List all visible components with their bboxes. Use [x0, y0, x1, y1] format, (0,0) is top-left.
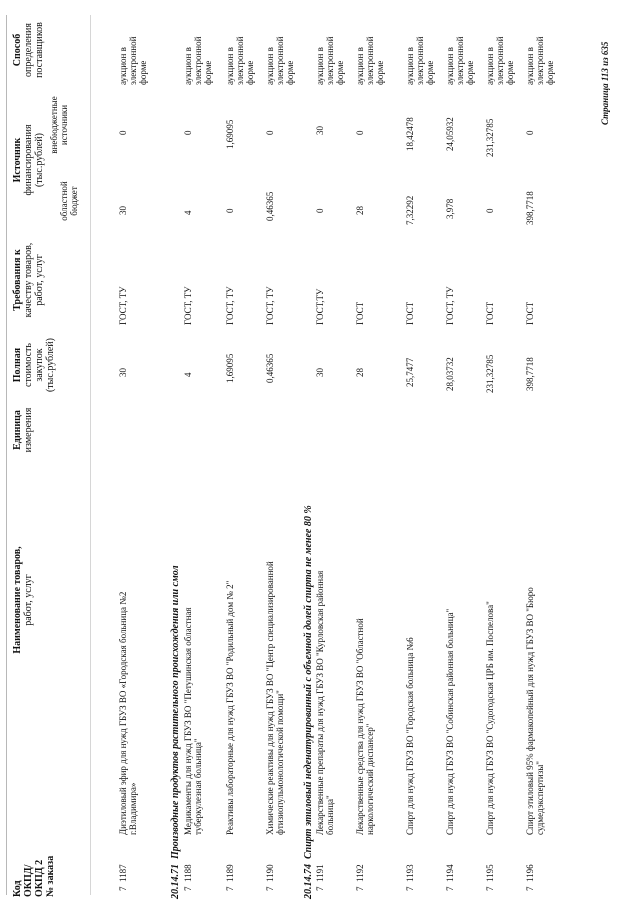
header-req-line: Требования к: [12, 249, 23, 311]
row-name: Спирт для нужд ГБУЗ ВО "Собинская районная больница": [445, 608, 455, 835]
row-id: 1195: [485, 864, 495, 882]
row-regional: 0: [315, 208, 325, 213]
row-extra: 18,42478: [405, 117, 415, 151]
header-fin-regional: [60, 161, 80, 241]
row-id: 1193: [405, 864, 415, 882]
row-extra: 0: [118, 130, 128, 135]
row-method-line: форме: [505, 60, 516, 85]
scan-artifact: [90, 15, 91, 895]
header-code-line: ОКПД 2: [34, 859, 45, 897]
row-extra: 30: [315, 126, 325, 135]
row-num: 7: [265, 886, 275, 891]
header-name: [12, 475, 34, 725]
row-method-line: электронной: [535, 36, 546, 85]
row-num: 7: [315, 886, 325, 891]
header-cost-line: стоимость: [23, 343, 34, 387]
header-fin-sub-line: внебюджетные: [49, 96, 59, 154]
header-method-line: поставщиков: [34, 22, 45, 78]
section-title: Производные продуктов растительного происхождения или смол: [170, 565, 181, 859]
row-method: [485, 37, 515, 85]
row-method-line: электронной: [275, 36, 286, 85]
row-method-line: электронной: [495, 36, 506, 85]
row-method-line: электронной: [325, 36, 336, 85]
header-fin-sub-line: областной: [59, 181, 69, 221]
row-method-line: электронной: [235, 36, 246, 85]
row-id: 1192: [355, 864, 365, 882]
row-code: [315, 864, 325, 891]
section-code: 20.14.74: [303, 864, 314, 899]
row-extra: 24,05932: [445, 117, 455, 151]
row-code: [485, 864, 495, 891]
section-title: Спирт этиловый неденатурированный с объемной долей спирта не менее 80 %: [303, 505, 314, 859]
row-method-line: форме: [335, 60, 346, 85]
row-method: [183, 37, 213, 85]
header-unit-line: Единица: [12, 410, 23, 450]
row-method-line: форме: [203, 60, 214, 85]
row-extra: 0: [265, 130, 275, 135]
row-method-line: форме: [245, 60, 256, 85]
row-code: [445, 864, 455, 891]
row-method-line: аукцион в: [265, 47, 275, 85]
page-number: Страница 113 из 635: [600, 41, 610, 125]
header-code-line: ОКПД/: [23, 864, 34, 897]
header-fin-line: Источник: [12, 137, 23, 183]
row-regional: 0,46365: [265, 191, 275, 221]
header-cost-line: закупок: [34, 348, 45, 382]
section-heading: [303, 505, 314, 899]
row-extra: 0: [183, 130, 193, 135]
row-method-line: форме: [465, 60, 476, 85]
header-method-line: определения: [23, 23, 34, 77]
row-req: ГОСТ, ТУ: [445, 286, 455, 325]
row-num: 7: [118, 886, 128, 891]
row-num: 7: [525, 886, 535, 891]
row-method-line: электронной: [128, 36, 139, 85]
header-req: [12, 230, 45, 330]
row-method-line: аукцион в: [225, 47, 235, 85]
row-method: [265, 37, 295, 85]
header-method-line: Способ: [12, 33, 23, 67]
row-req: ГОСТ, ТУ: [183, 286, 193, 325]
row-req: ГОСТ, ТУ: [118, 286, 128, 325]
header-method: [12, 5, 45, 95]
row-method-line: форме: [138, 60, 149, 85]
row-method-line: аукцион в: [355, 47, 365, 85]
row-method-line: аукцион в: [485, 47, 495, 85]
row-num: 7: [183, 886, 193, 891]
scan-artifact: [6, 15, 7, 895]
row-req: ГОСТ, ТУ: [225, 286, 235, 325]
row-req: ГОСТ,ТУ: [315, 288, 325, 325]
row-num: 7: [405, 886, 415, 891]
header-fin-extra: [50, 85, 70, 165]
header-cost-line: Полная: [12, 347, 23, 383]
row-method-line: форме: [425, 60, 436, 85]
row-method-line: форме: [545, 60, 556, 85]
row-method-line: электронной: [365, 36, 376, 85]
row-num: 7: [445, 886, 455, 891]
row-id: 1194: [445, 864, 455, 882]
row-method-line: электронной: [415, 36, 426, 85]
row-method: [118, 37, 148, 85]
header-cost: [12, 330, 56, 400]
row-req: ГОСТ: [485, 301, 495, 325]
row-method-line: электронной: [455, 36, 466, 85]
row-method: [405, 37, 435, 85]
row-cost: 25,7477: [405, 357, 415, 387]
row-id: 1196: [525, 864, 535, 882]
row-extra: 1,69095: [225, 119, 235, 149]
row-code: [265, 864, 275, 891]
row-method-line: аукцион в: [405, 47, 415, 85]
header-unit: [12, 395, 34, 465]
row-extra: 0: [525, 130, 535, 135]
row-method-line: электронной: [193, 36, 204, 85]
row-name: Химические реактивы для нужд ГБУЗ ВО "Центр специализированной фтизиопульмонологической помощи": [265, 561, 286, 835]
header-fin: [12, 95, 45, 225]
row-req: ГОСТ: [525, 301, 535, 325]
row-name: Спирт этиловый 95% фармакопейный для нужд ГБУЗ ВО "Бюро судмедэкспертизы": [525, 587, 546, 835]
row-extra: 0: [355, 130, 365, 135]
row-id: 1187: [118, 864, 128, 882]
row-method: [355, 37, 385, 85]
row-id: 1191: [315, 864, 325, 882]
row-code: [225, 864, 235, 891]
row-cost: 231,32785: [485, 354, 495, 393]
row-id: 1189: [225, 864, 235, 882]
row-method: [525, 37, 555, 85]
row-req: ГОСТ: [355, 301, 365, 325]
row-regional: 30: [118, 206, 128, 215]
row-method-line: аукцион в: [525, 47, 535, 85]
row-method-line: форме: [375, 60, 386, 85]
row-name: Реактивы лабораторные для нужд ГБУЗ ВО "Родильный дом № 2": [225, 580, 235, 835]
row-req: ГОСТ, ТУ: [265, 286, 275, 325]
row-name: Спирт для нужд ГБУЗ ВО "Судогодская ЦРБ им. Поспелова": [485, 601, 495, 835]
header-name-line: Наименование товаров,: [12, 546, 23, 654]
row-code: [355, 864, 365, 891]
header-fin-line: (тыс.рублей): [34, 132, 45, 188]
row-extra: 231,32785: [485, 118, 495, 157]
header-req-line: качеству товаров,: [23, 242, 34, 318]
row-regional: 7,32292: [405, 195, 415, 225]
row-method-line: аукцион в: [315, 47, 325, 85]
row-method: [315, 37, 345, 85]
row-cost: 28: [355, 368, 365, 377]
row-req: ГОСТ: [405, 301, 415, 325]
row-method-line: аукцион в: [183, 47, 193, 85]
row-name: Лекарственные средства для нужд ГБУЗ ВО "Областной наркологический диспансер": [355, 618, 376, 835]
row-method: [225, 37, 255, 85]
row-name: Диэтиловый эфир для нужд ГБУЗ ВО «Городская больница №2 г.Владимира»: [118, 591, 139, 835]
row-id: 1190: [265, 864, 275, 882]
row-name: Лекарственные препараты для нужд ГБУЗ ВО "Курловская районная больница": [315, 570, 336, 835]
header-req-line: работ, услуг: [34, 254, 45, 306]
row-cost: 28,03732: [445, 357, 455, 391]
row-num: 7: [485, 886, 495, 891]
header-code: [12, 809, 56, 897]
row-code: [525, 864, 535, 891]
header-fin-sub-line: бюджет: [68, 186, 79, 216]
row-cost: 1,69095: [225, 353, 235, 383]
header-code-line: № заказа: [45, 855, 56, 897]
row-cost: 398,7718: [525, 357, 535, 391]
row-cost: 4: [183, 372, 193, 377]
header-cost-line: (тыс.рублей): [45, 337, 56, 393]
row-num: 7: [355, 886, 365, 891]
row-regional: 0: [225, 208, 235, 213]
row-method-line: аукцион в: [445, 47, 455, 85]
row-code: [118, 864, 128, 891]
row-method-line: форме: [285, 60, 296, 85]
row-regional: 0: [485, 208, 495, 213]
section-code: 20.14.71: [170, 864, 181, 899]
header-fin-sub-line: источники: [58, 104, 69, 146]
header-code-line: Код: [12, 880, 23, 897]
row-regional: 3,978: [445, 198, 455, 219]
row-method-line: аукцион в: [118, 47, 128, 85]
header-name-line: работ, услуг: [23, 574, 34, 626]
row-num: 7: [225, 886, 235, 891]
header-unit-line: измерения: [23, 407, 34, 453]
row-name: Медикаменты для нужд ГБУЗ ВО "Петушинская областная туберкулезная больница": [183, 607, 204, 835]
row-cost: 30: [315, 368, 325, 377]
row-method: [445, 37, 475, 85]
row-code: [183, 864, 193, 891]
section-heading: [170, 565, 181, 899]
row-id: 1188: [183, 864, 193, 882]
row-regional: 398,7718: [525, 191, 535, 225]
row-name: Спирт для нужд ГБУЗ ВО "Городская больница №6: [405, 637, 415, 835]
row-regional: 4: [183, 210, 193, 215]
header-fin-line: финансирования: [23, 124, 34, 196]
row-cost: 0,46365: [265, 353, 275, 383]
row-cost: 30: [118, 368, 128, 377]
row-code: [405, 864, 415, 891]
row-regional: 28: [355, 206, 365, 215]
